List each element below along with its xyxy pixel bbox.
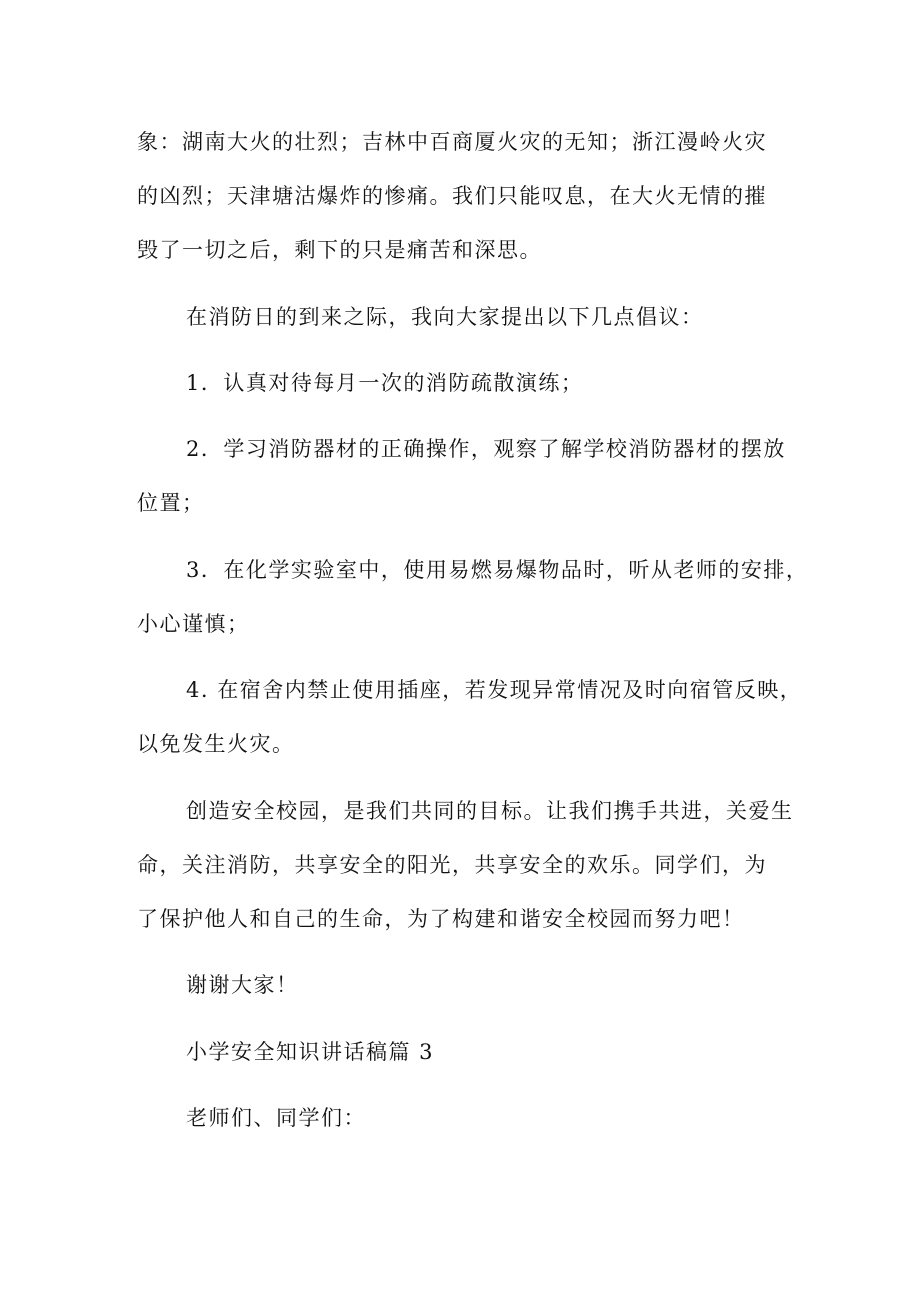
list-item-1: 1．认真对待每月一次的消防疏散演练； bbox=[186, 371, 584, 395]
section-title: 小学安全知识讲话稿篇 3 bbox=[186, 1040, 435, 1064]
paragraph-line: 在消防日的到来之际，我向大家提出以下几点倡议： bbox=[186, 305, 704, 329]
text-line: 的凶烈；天津塘沽爆炸的惨痛。我们只能叹息，在大火无情的摧 bbox=[137, 184, 767, 208]
list-item-2: 2．学习消防器材的正确操作，观察了解学校消防器材的摆放 bbox=[186, 437, 786, 461]
text-line: 位置； bbox=[137, 491, 205, 515]
list-item-3: 3．在化学实验室中，使用易燃易爆物品时，听从老师的安排， bbox=[186, 558, 809, 582]
paragraph-line: 创造安全校园，是我们共同的目标。让我们携手共进，关爱生 bbox=[186, 799, 794, 823]
closing-line: 谢谢大家！ bbox=[186, 973, 299, 997]
text-line: 小心谨慎； bbox=[137, 612, 250, 636]
salutation: 老师们、同学们： bbox=[186, 1106, 366, 1130]
text-line: 命，关注消防，共享安全的阳光，共享安全的欢乐。同学们，为 bbox=[137, 853, 767, 877]
text-line: 毁了一切之后，剩下的只是痛苦和深思。 bbox=[137, 238, 542, 262]
text-line: 以免发生火灾。 bbox=[137, 732, 295, 756]
list-item-4: 4. 在宿舍内禁止使用插座，若发现异常情况及时向宿管反映， bbox=[186, 678, 803, 702]
text-line: 了保护他人和自己的生命，为了构建和谐安全校园而努力吧！ bbox=[137, 907, 745, 931]
text-line: 象：湖南大火的壮烈；吉林中百商厦火灾的无知；浙江漫岭火灾 bbox=[137, 130, 767, 154]
